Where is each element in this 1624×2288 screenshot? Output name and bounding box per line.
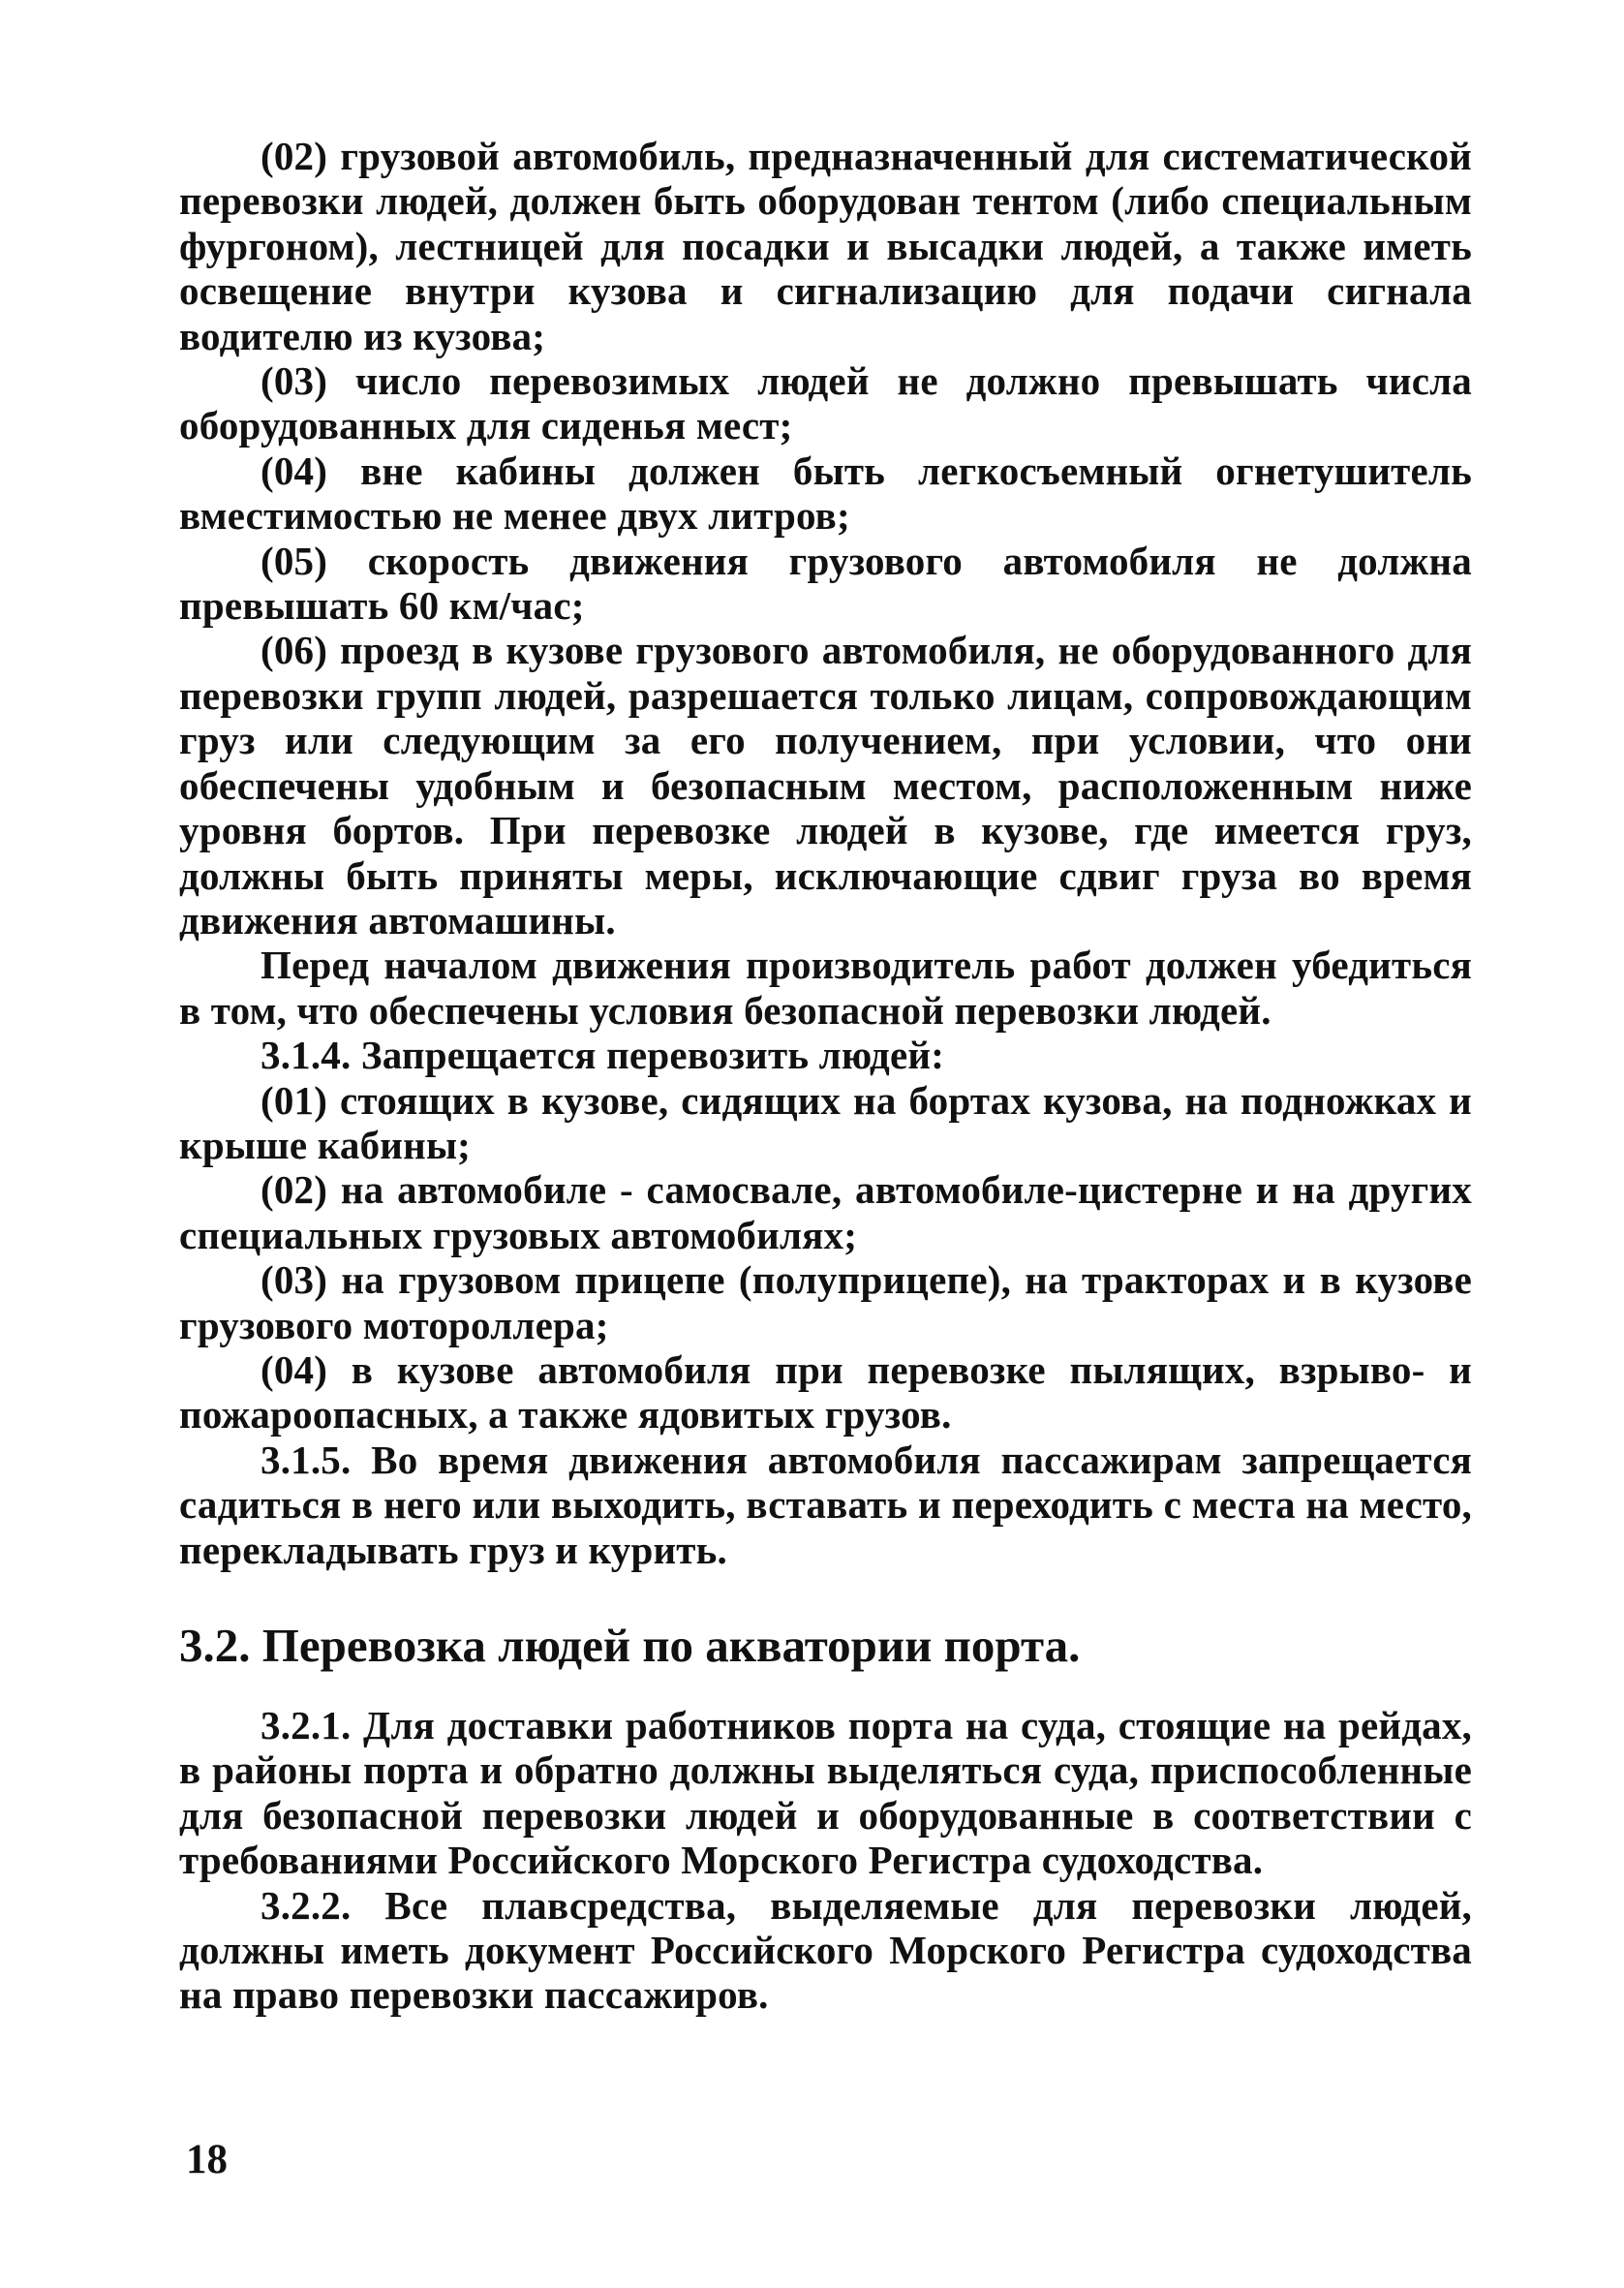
paragraph-3-1-4: 3.1.4. Запрещается перевозить людей: (260, 1033, 945, 1078)
paragraph-04-fire-extinguisher: (04) вне кабины должен быть легкосъемный огнетушитель вместимостью не менее двух литров; (179, 448, 1472, 539)
paragraph-3-1-4-02: (02) на автомобиле - самосвале, автомобиле-цистерне и на других специальных грузовых автомобилях; (179, 1167, 1472, 1257)
paragraph-3-1-4-04: (04) в кузове автомобиля при перевозке пылящих, взрыво- и пожароопасных, а также ядовитых грузов. (179, 1346, 1472, 1438)
paragraph-02-covered-truck: (02) грузовой автомобиль, предназначенный для систематической перевозки людей, должен быть оборудован тентом (либо специальным фургоном), лестницей для посадки и высадки людей, а также иметь освещение внутри кузова и сигнализацию для подачи сигнала водителю из кузова; (179, 134, 1472, 358)
paragraph-pre-departure-check: Перед началом движения производитель работ должен убедиться в том, что обеспечены условия безопасной перевозки людей. (179, 943, 1472, 1033)
paragraph-3-2-1: 3.2.1. Для доставки работников порта на суда, стоящие на рейдах, в районы порта и обратно должны выделяться суда, приспособленные для безопасной перевозки людей и оборудованные в соответствии с требованиями Российского Морского Регистра судоходства. (179, 1703, 1472, 1883)
section-heading-3-2: 3.2. Перевозка людей по акватории порта. (179, 1619, 1081, 1672)
body-text-bottom (179, 1703, 1472, 2018)
paragraph-03-seat-count: (03) число перевозимых людей не должно превышать числа оборудованных для сиденья мест; (179, 358, 1472, 448)
paragraph-3-1-5: 3.1.5. Во время движения автомобиля пассажирам запрещается садиться в него или выходить, вставать и переходить с места на место, перекладывать груз и курить. (179, 1437, 1472, 1572)
paragraph-06-cargo-riders: (06) проезд в кузове грузового автомобиля, не оборудованного для перевозки групп людей, разрешается только лицам, сопровождающим груз или следующим за его получением, при условии, что они обеспечены удобным и безопасным местом, расположенным ниже уровня бортов. При перевозке людей в кузове, где имеется груз, должны быть приняты меры, исключающие сдвиг груза во время движения автомашины. (179, 628, 1472, 943)
paragraph-3-2-2: 3.2.2. Все плавсредства, выделяемые для перевозки людей, должны иметь документ Российского Морского Регистра судоходства на право перевозки пассажиров. (179, 1882, 1472, 2018)
page-number: 18 (186, 2137, 228, 2182)
body-text-top (179, 134, 1472, 1572)
paragraph-3-1-4-01: (01) стоящих в кузове, сидящих на бортах кузова, на подножках и крыше кабины; (179, 1077, 1472, 1167)
paragraph-3-1-4-03: (03) на грузовом прицепе (полуприцепе), на тракторах и в кузове грузового мотороллера; (179, 1257, 1472, 1347)
paragraph-05-speed-limit: (05) скорость движения грузового автомобиля не должна превышать 60 км/час; (179, 538, 1472, 629)
